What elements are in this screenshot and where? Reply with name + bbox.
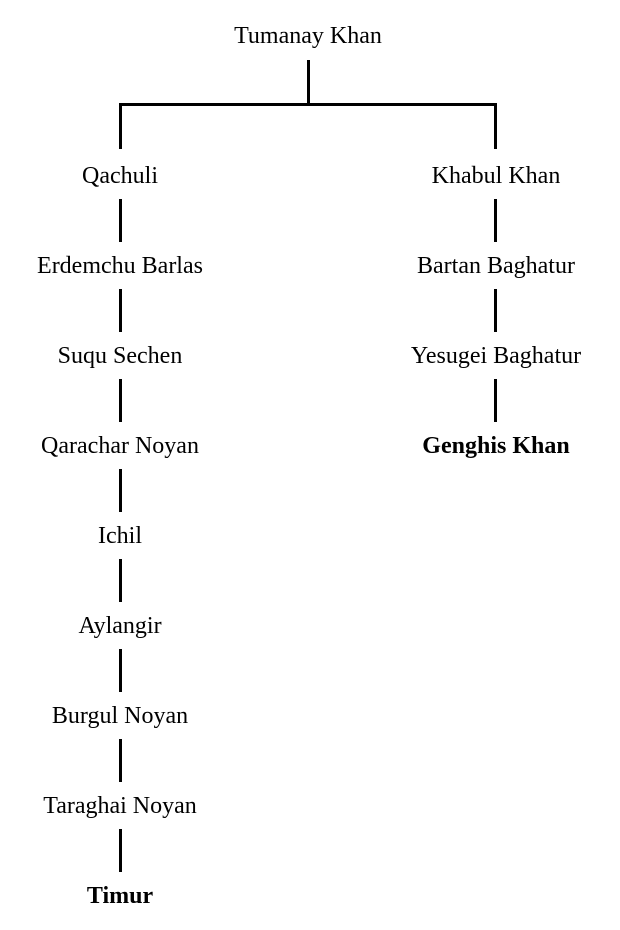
right-connector-line bbox=[494, 289, 497, 332]
right-node-1: Khabul Khan bbox=[431, 163, 561, 189]
left-connector-line bbox=[119, 559, 122, 602]
left-connector-line bbox=[119, 739, 122, 782]
left-node-9: Timur bbox=[86, 883, 154, 909]
left-node-1: Qachuli bbox=[82, 163, 158, 189]
left-connector-line bbox=[119, 469, 122, 512]
root-node: Tumanay Khan bbox=[234, 23, 382, 49]
left-connector-line bbox=[119, 649, 122, 692]
right-node-4: Genghis Khan bbox=[422, 433, 570, 459]
right-branch-drop-line bbox=[494, 103, 497, 149]
branch-horizontal-line bbox=[119, 103, 497, 106]
right-node-2: Bartan Baghatur bbox=[417, 253, 575, 279]
right-connector-line bbox=[494, 199, 497, 242]
left-branch-drop-line bbox=[119, 103, 122, 149]
left-node-3: Suqu Sechen bbox=[57, 343, 183, 369]
left-node-8: Taraghai Noyan bbox=[43, 793, 197, 819]
left-node-5: Ichil bbox=[98, 523, 142, 549]
left-node-7: Burgul Noyan bbox=[51, 703, 189, 729]
left-node-6: Aylangir bbox=[78, 613, 162, 639]
left-connector-line bbox=[119, 289, 122, 332]
root-stem-line bbox=[307, 60, 310, 105]
left-node-4: Qarachar Noyan bbox=[41, 433, 199, 459]
left-connector-line bbox=[119, 199, 122, 242]
right-connector-line bbox=[494, 379, 497, 422]
left-node-2: Erdemchu Barlas bbox=[37, 253, 203, 279]
left-connector-line bbox=[119, 379, 122, 422]
left-connector-line bbox=[119, 829, 122, 872]
right-node-3: Yesugei Baghatur bbox=[410, 343, 582, 369]
